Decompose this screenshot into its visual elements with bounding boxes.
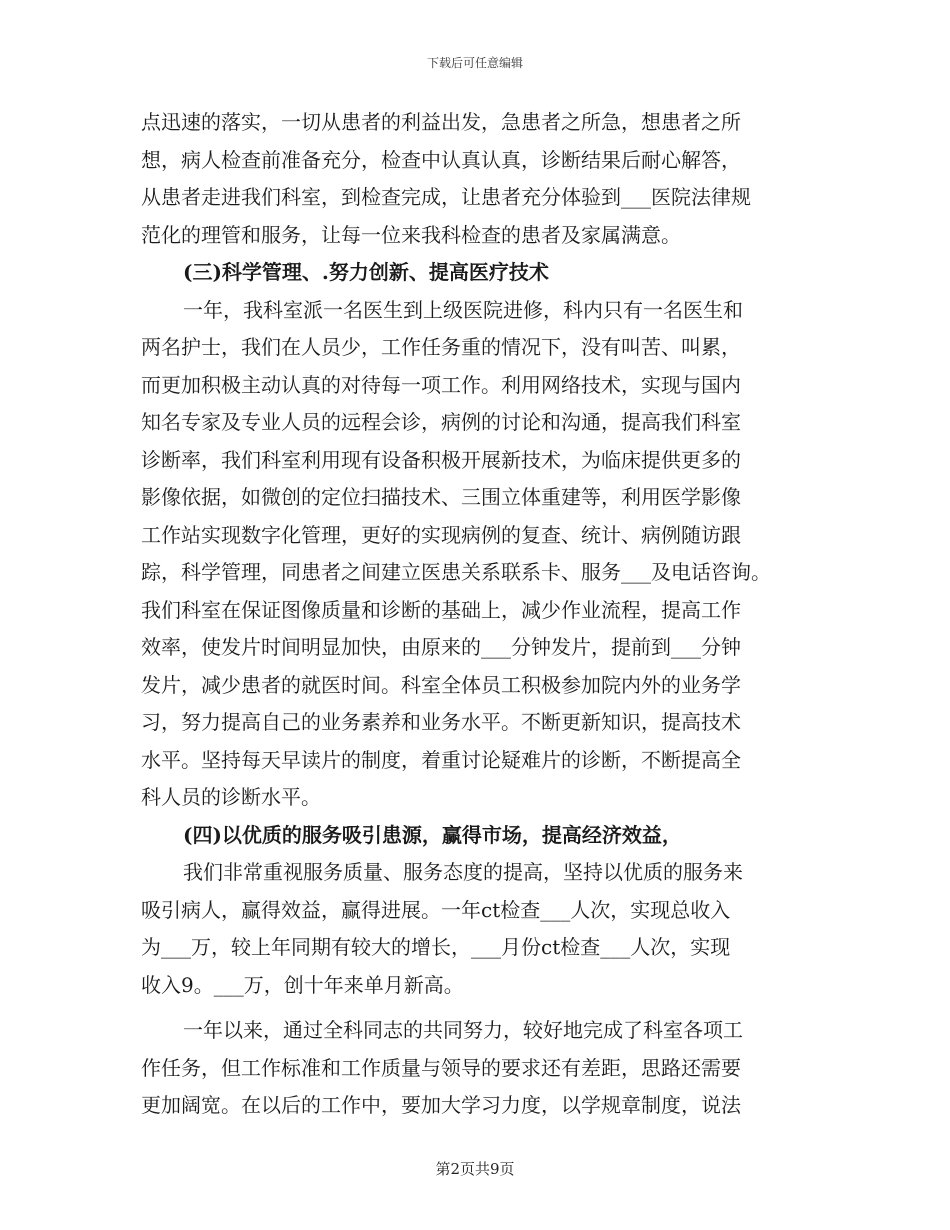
text-line: 而更加积极主动认真的对待每一项工作。利用网络技术，实现与国内 — [141, 372, 741, 397]
text-line: 踪，科学管理，同患者之间建立医患关系联系卡、服务___及电话咨询。 — [141, 560, 771, 584]
paragraph-3 — [141, 854, 811, 1004]
text-line: 知名专家及专业人员的远程会诊，病例的讨论和沟通，提高我们科室 — [141, 410, 741, 434]
text-line: 吸引病人，赢得效益，赢得进展。一年ct检查___人次，实现总收入 — [141, 897, 731, 922]
paragraph-1 — [141, 104, 811, 254]
text-line: 一年以来，通过全科同志的共同努力，较好地完成了科室各项工 — [183, 1018, 743, 1042]
text-line: 一年，我科室派一名医生到上级医院进修，科内只有一名医生和 — [183, 297, 743, 322]
page-header-note: 下载后可任意编辑 — [426, 56, 523, 70]
section-heading-4: (四)以优质的服务吸引患源，赢得市场，提高经济效益， — [183, 822, 682, 847]
text-line: 更加阔宽。在以后的工作中，要加大学习力度，以学规章制度，说法 — [141, 1093, 741, 1117]
text-line: 科人员的诊断水平。 — [141, 785, 321, 809]
text-line: 为___万，较上年同期有较大的增长，___月份ct检查___人次，实现 — [141, 935, 731, 959]
text-line: 效率，使发片时间明显加快，由原来的___分钟发片，提前到___分钟 — [141, 635, 741, 659]
text-line: 习，努力提高自己的业务素养和业务水平。不断更新知识，提高技术 — [141, 710, 741, 734]
paragraph-gap — [141, 1004, 811, 1012]
document-body — [141, 104, 811, 1125]
text-line: 我们科室在保证图像质量和诊断的基础上，减少作业流程，提高工作 — [141, 597, 741, 622]
text-line: 收入9。___万，创十年来单月新高。 — [141, 972, 464, 997]
text-line: 范化的理管和服务，让每一位来我科检查的患者及家属满意。 — [141, 222, 681, 247]
text-line: 想，病人检查前准备充分，检查中认真认真，诊断结果后耐心解答， — [141, 147, 741, 172]
text-line: 点迅速的落实，一切从患者的利益出发，急患者之所急，想患者之所 — [141, 110, 741, 134]
text-line: 水平。坚持每天早读片的制度，着重讨论疑难片的诊断，不断提高全 — [141, 747, 741, 772]
section-heading-3: (三)科学管理、.努力创新、提高医疗技术 — [183, 260, 549, 284]
text-line: 我们非常重视服务质量、服务态度的提高，坚持以优质的服务来 — [183, 860, 743, 884]
text-line: 作任务，但工作标准和工作质量与领导的要求还有差距，思路还需要 — [141, 1055, 741, 1080]
text-line: 两名护士，我们在人员少，工作任务重的情况下，没有叫苦、叫累， — [141, 335, 741, 359]
paragraph-2 — [141, 292, 811, 817]
text-line: 工作站实现数字化管理，更好的实现病例的复查、统计、病例随访跟 — [141, 522, 741, 547]
paragraph-4 — [141, 1012, 811, 1125]
text-line: 诊断率，我们科室利用现有设备积极开展新技术，为临床提供更多的 — [141, 447, 741, 472]
page-number: 第2页共9页 — [435, 1160, 515, 1178]
text-line: 发片，减少患者的就医时间。科室全体员工积极参加院内外的业务学 — [141, 672, 741, 697]
text-line: 影像依据，如微创的定位扫描技术、三围立体重建等，利用医学影像 — [141, 485, 741, 509]
text-line: 从患者走进我们科室，到检查完成，让患者充分体验到___医院法律规 — [141, 185, 751, 209]
